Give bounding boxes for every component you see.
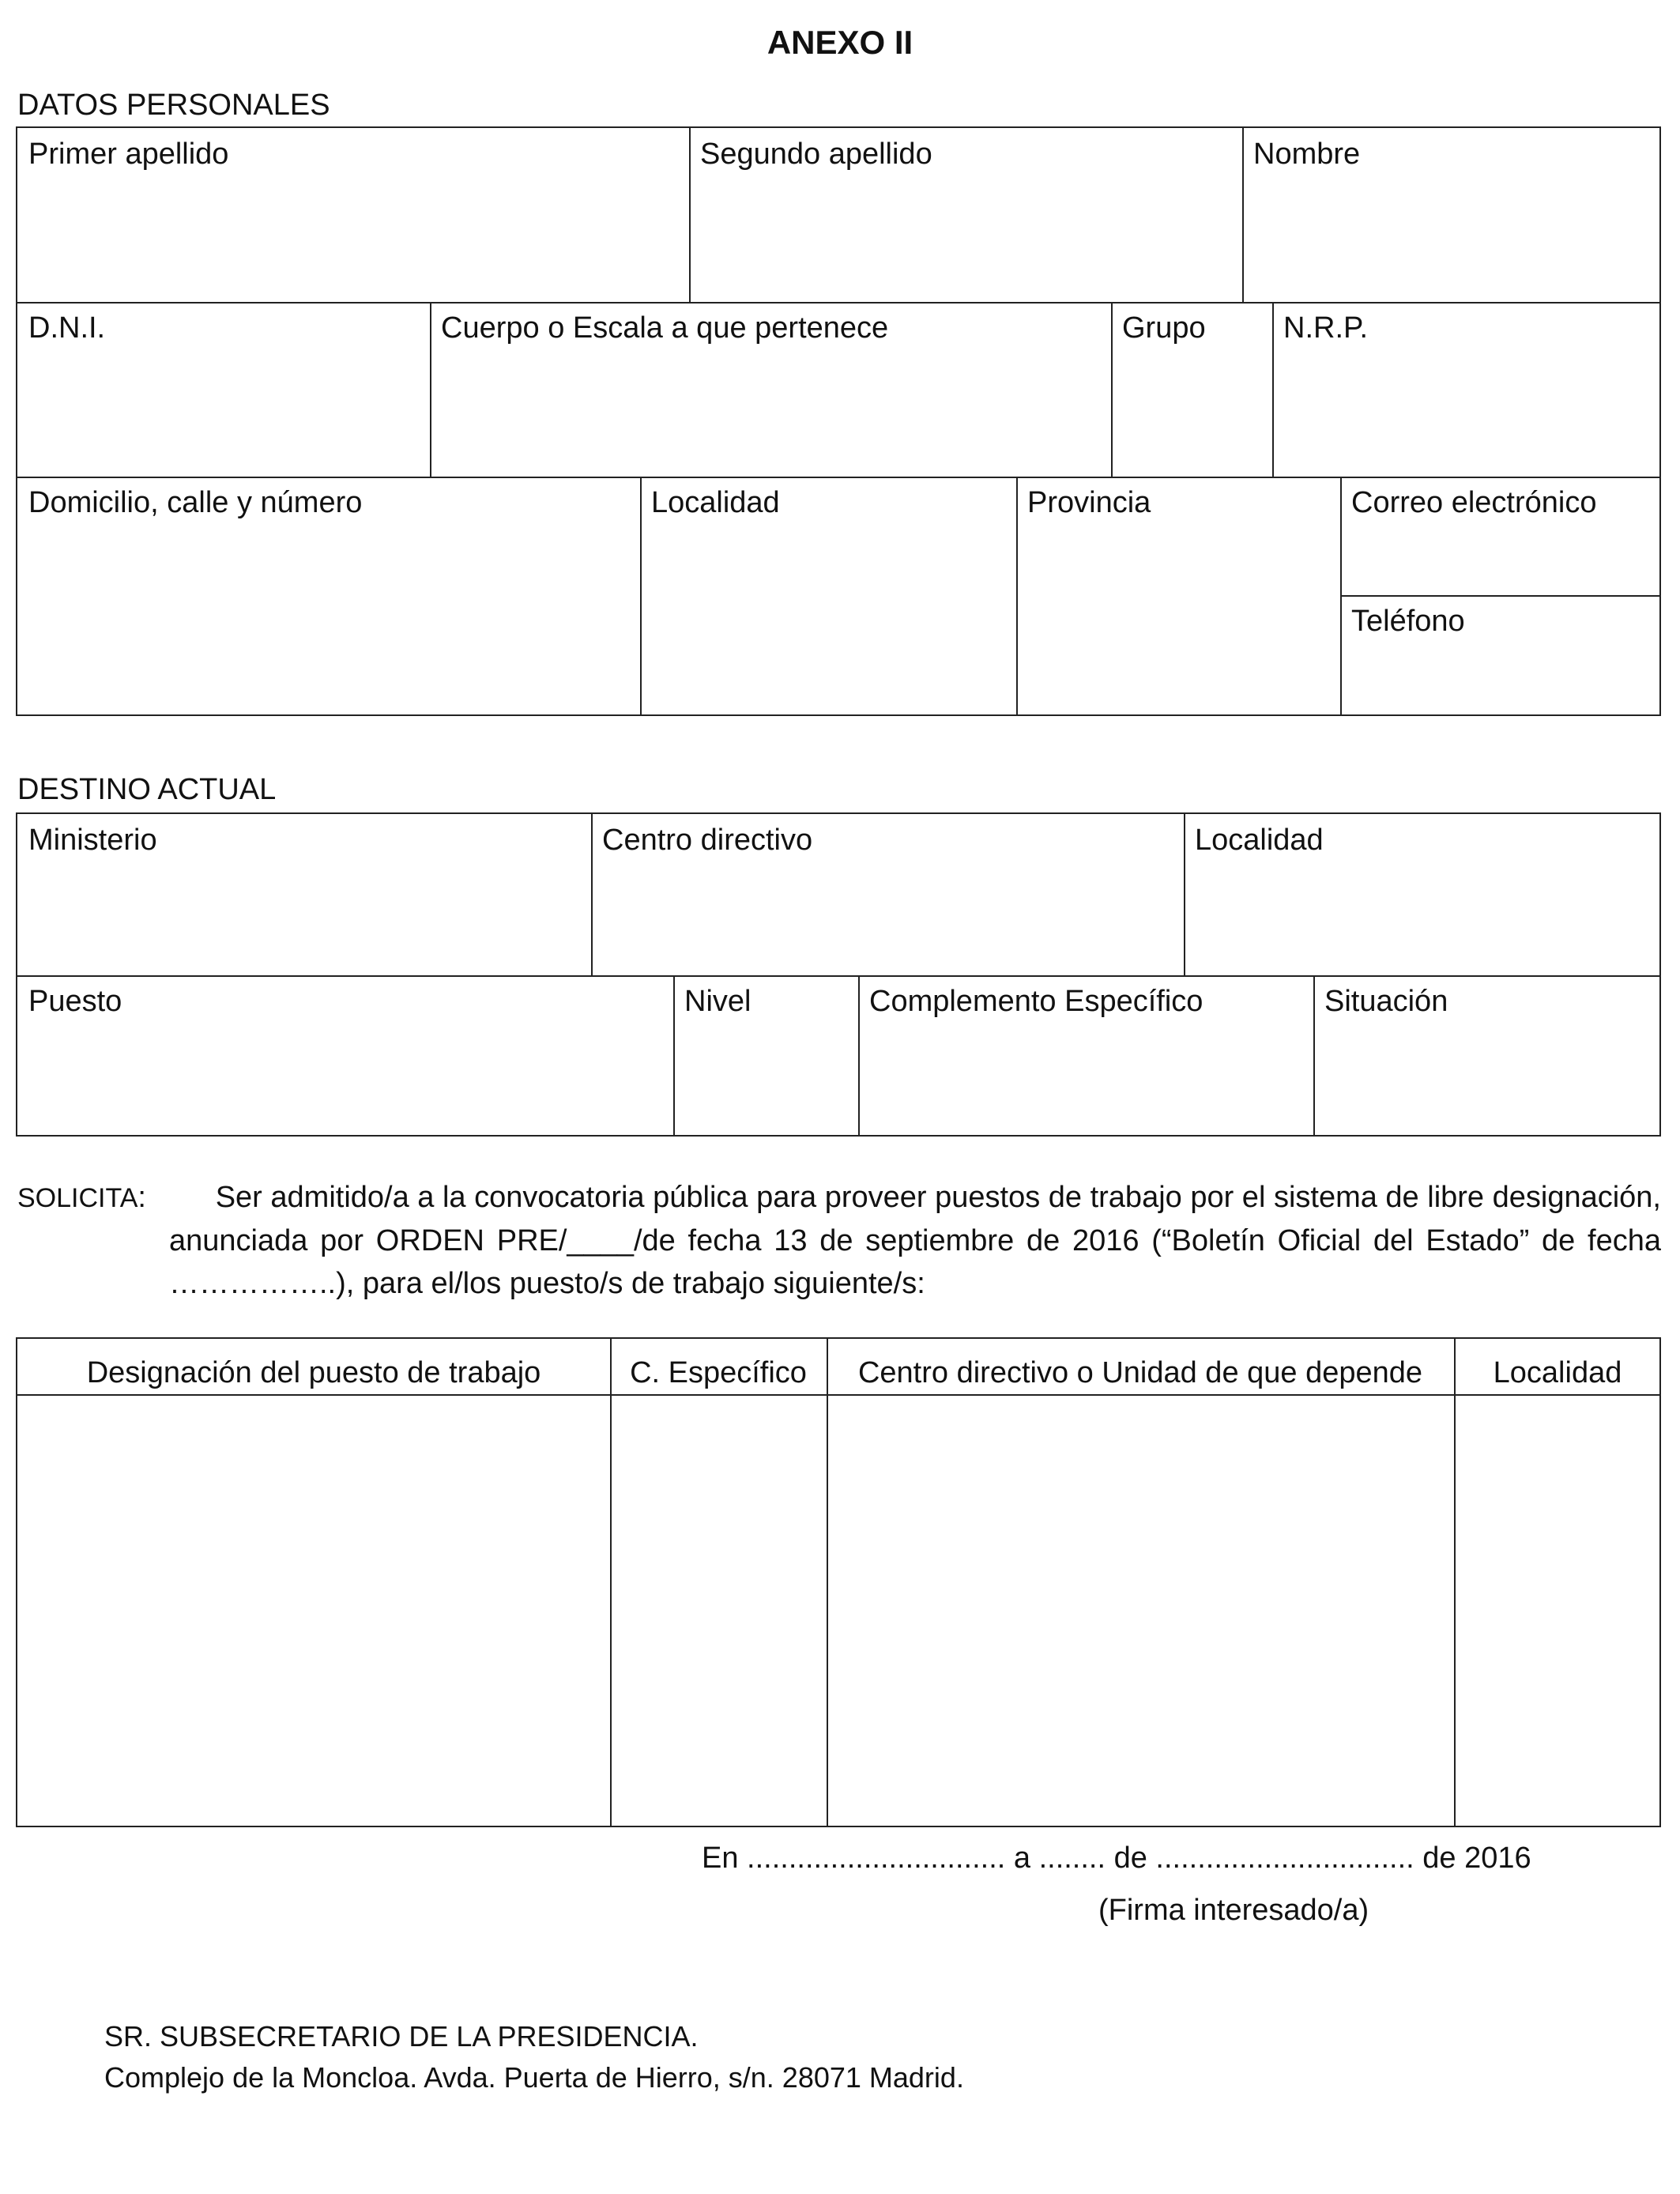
field-label: Grupo <box>1122 311 1206 345</box>
destinatario-line1: SR. SUBSECRETARIO DE LA PRESIDENCIA. <box>104 2020 699 2053</box>
field-label: Nivel <box>684 985 751 1018</box>
solicita-colon: : <box>137 1181 146 1214</box>
field-label: D.N.I. <box>28 311 106 345</box>
cell-designacion[interactable] <box>17 1396 610 1827</box>
puestos-table <box>16 1337 1661 1827</box>
field-cuerpo-escala[interactable] <box>430 302 1111 477</box>
datos-personales-table <box>16 126 1661 716</box>
field-label: Localidad <box>1195 824 1324 857</box>
field-grupo[interactable] <box>1111 302 1272 477</box>
field-telefono[interactable] <box>1340 595 1661 714</box>
header-localidad: Localidad <box>1493 1356 1622 1389</box>
field-nivel[interactable] <box>673 975 858 1135</box>
field-label: Localidad <box>651 486 780 519</box>
destino-actual-table <box>16 812 1661 1137</box>
field-nrp[interactable] <box>1272 302 1661 477</box>
header-c-especifico: C. Específico <box>630 1356 807 1389</box>
field-label: Provincia <box>1027 486 1151 519</box>
field-complemento-especifico[interactable] <box>858 975 1313 1135</box>
field-label: Correo electrónico <box>1351 486 1597 519</box>
solicita-paragraph <box>17 1176 1661 1305</box>
page-title: ANEXO II <box>767 24 913 61</box>
solicita-label-text: SOLICITA <box>17 1183 138 1213</box>
field-label: Centro directivo <box>602 824 813 857</box>
field-localidad-destino[interactable] <box>1184 814 1661 975</box>
field-label: Teléfono <box>1351 605 1465 638</box>
destinatario-line2: Complejo de la Moncloa. Avda. Puerta de Hierro, s/n. 28071 Madrid. <box>104 2061 964 2094</box>
field-centro-directivo[interactable] <box>591 814 1184 975</box>
field-label: Domicilio, calle y número <box>28 486 363 519</box>
field-primer-apellido[interactable] <box>17 128 689 302</box>
cell-c-especifico[interactable] <box>612 1396 827 1827</box>
field-label: Primer apellido <box>28 138 229 171</box>
solicita-line1: Ser admitido/a a la convocatoria pública para proveer puestos de trabajo por el sistema de libre designación, <box>215 1181 1661 1214</box>
field-provincia[interactable] <box>1016 477 1340 714</box>
field-label: Cuerpo o Escala a que pertenece <box>441 311 889 345</box>
field-segundo-apellido[interactable] <box>689 128 1242 302</box>
field-correo[interactable] <box>1340 477 1661 595</box>
field-dni[interactable] <box>17 302 430 477</box>
solicita-line2: anunciada por ORDEN PRE/____/de fecha 13 de septiembre de 2016 (“Boletín Oficial del Estado” de fecha <box>169 1224 1661 1257</box>
field-label: Nombre <box>1253 138 1361 171</box>
header-centro-directivo: Centro directivo o Unidad de que depende <box>857 1356 1423 1389</box>
fecha-line: En ............................... a ........ de ............................... de 2016 <box>702 1842 1531 1875</box>
solicita-label <box>17 1176 155 1220</box>
solicita-line3: ……………..), para el/los puesto/s de trabajo siguiente/s: <box>169 1267 925 1300</box>
field-label: N.R.P. <box>1283 311 1369 345</box>
firma-label: (Firma interesado/a) <box>1098 1894 1369 1927</box>
cell-centro-directivo[interactable] <box>828 1396 1454 1827</box>
field-situacion[interactable] <box>1313 975 1661 1135</box>
field-label: Puesto <box>28 985 122 1018</box>
field-label: Ministerio <box>28 824 157 857</box>
field-label: Segundo apellido <box>700 138 932 171</box>
field-ministerio[interactable] <box>17 814 591 975</box>
header-designacion: Designación del puesto de trabajo <box>86 1356 541 1389</box>
datos-personales-heading: DATOS PERSONALES <box>17 89 330 122</box>
field-label: Complemento Específico <box>869 985 1203 1018</box>
field-domicilio[interactable] <box>17 477 640 714</box>
field-puesto[interactable] <box>17 975 673 1135</box>
cell-localidad[interactable] <box>1456 1396 1661 1827</box>
field-localidad[interactable] <box>640 477 1016 714</box>
field-nombre[interactable] <box>1242 128 1661 302</box>
destino-actual-heading: DESTINO ACTUAL <box>17 773 277 806</box>
field-label: Situación <box>1324 985 1448 1018</box>
